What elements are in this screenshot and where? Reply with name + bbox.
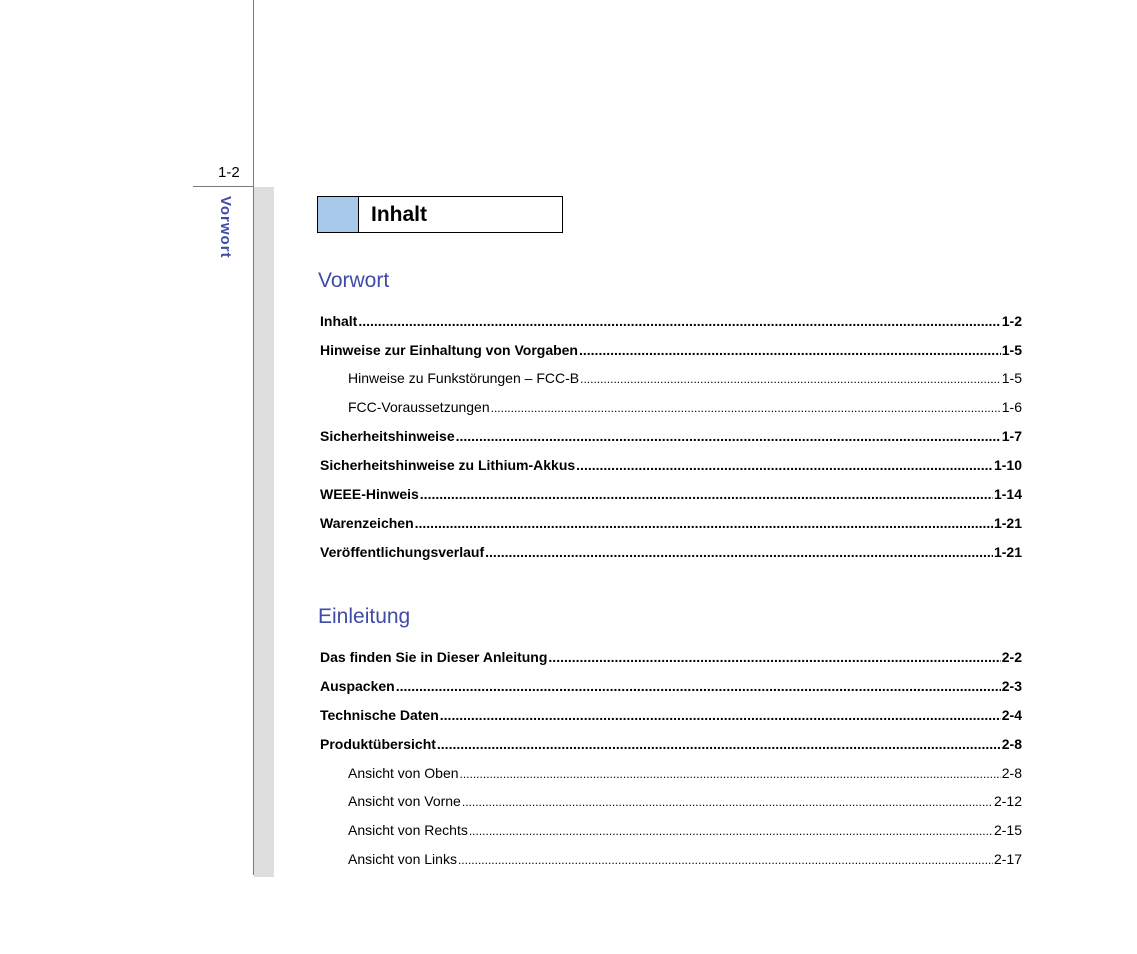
toc-entry-page: 2-3: [1001, 678, 1022, 694]
toc-leader-dots: [579, 341, 1001, 359]
toc-leader-dots: [456, 427, 1001, 445]
toc-leader-dots: [358, 312, 1000, 330]
toc-entry-page: 2-8: [1001, 736, 1022, 752]
toc-entry[interactable]: [320, 514, 1022, 532]
page-number: 1-2: [218, 164, 240, 181]
toc-entry-label: FCC-Voraussetzungen: [348, 399, 490, 415]
toc-entry-page: 1-7: [1001, 428, 1022, 444]
toc-leader-dots: [469, 822, 993, 840]
toc-subentry[interactable]: [348, 821, 1022, 840]
toc-entry-label: Ansicht von Links: [348, 851, 457, 867]
toc-entry[interactable]: [320, 312, 1022, 330]
page-number-rule: [193, 186, 254, 187]
toc-entry[interactable]: [320, 456, 1022, 474]
toc-entry-label: Hinweise zu Funkstörungen – FCC-B: [348, 370, 580, 386]
toc-entry-label: Hinweise zur Einhaltung von Vorgaben: [320, 342, 578, 358]
toc-leader-dots: [440, 706, 1001, 724]
toc-entry[interactable]: [320, 648, 1022, 666]
toc-leader-dots: [458, 851, 993, 869]
toc-leader-dots: [548, 648, 1000, 666]
toc-subentry[interactable]: [348, 398, 1022, 417]
toc-leader-dots: [437, 735, 1001, 753]
toc-entry[interactable]: [320, 485, 1022, 503]
toc-subentry[interactable]: [348, 792, 1022, 811]
toc-entry[interactable]: [320, 341, 1022, 359]
section-heading-vorwort: Vorwort: [318, 269, 390, 292]
toc-entry-page: 1-2: [1001, 313, 1022, 329]
toc-entry-label: Inhalt: [320, 313, 358, 329]
toc-entry[interactable]: [320, 677, 1022, 695]
toc-entry-page: 2-4: [1001, 707, 1022, 723]
toc-leader-dots: [420, 485, 993, 503]
toc-leader-dots: [485, 543, 993, 561]
toc-entry[interactable]: [320, 706, 1022, 724]
toc-entry-page: 1-6: [1001, 399, 1022, 415]
toc-entry-page: 1-5: [1001, 342, 1022, 358]
toc-entry[interactable]: [320, 543, 1022, 561]
toc-entry-label: Warenzeichen: [320, 515, 414, 531]
toc-entry-page: 2-17: [993, 851, 1022, 867]
toc-entry-page: 2-8: [1001, 765, 1022, 781]
toc-leader-dots: [462, 793, 993, 811]
toc-subentry[interactable]: [348, 369, 1022, 388]
toc-entry-page: 1-10: [993, 457, 1022, 473]
toc-entry-label: Sicherheitshinweise: [320, 428, 455, 444]
toc-subentry[interactable]: [348, 764, 1022, 783]
toc-entry-page: 1-14: [993, 486, 1022, 502]
toc-entry-label: Das finden Sie in Dieser Anleitung: [320, 649, 548, 665]
toc-entry-label: Auspacken: [320, 678, 395, 694]
page-title: Inhalt: [371, 203, 427, 226]
toc-entry-label: Ansicht von Oben: [348, 765, 459, 781]
toc-entry-label: Produktübersicht: [320, 736, 436, 752]
toc-entry-label: WEEE-Hinweis: [320, 486, 419, 502]
title-color-swatch: [318, 197, 359, 232]
toc-entry-page: 1-21: [993, 544, 1022, 560]
toc-entry-page: 2-15: [993, 822, 1022, 838]
side-bar: [254, 187, 274, 877]
toc-entry-label: Technische Daten: [320, 707, 439, 723]
toc-leader-dots: [460, 765, 1001, 783]
toc-entry-label: Ansicht von Rechts: [348, 822, 468, 838]
toc-entry-page: 1-21: [993, 515, 1022, 531]
toc-leader-dots: [396, 677, 1001, 695]
toc-entry-page: 2-12: [993, 793, 1022, 809]
toc-entry-label: Ansicht von Vorne: [348, 793, 461, 809]
section-heading-einleitung: Einleitung: [318, 605, 411, 628]
side-section-label: Vorwort: [217, 196, 234, 259]
page-title-box: [317, 196, 563, 233]
toc-entry[interactable]: [320, 427, 1022, 445]
toc-entry-label: Sicherheitshinweise zu Lithium-Akkus: [320, 457, 576, 473]
toc-leader-dots: [415, 514, 993, 532]
toc-entry[interactable]: [320, 735, 1022, 753]
toc-leader-dots: [580, 370, 1001, 388]
toc-entry-page: 2-2: [1001, 649, 1022, 665]
toc-leader-dots: [576, 456, 993, 474]
toc-subentry[interactable]: [348, 850, 1022, 869]
toc-entry-label: Veröffentlichungsverlauf: [320, 544, 485, 560]
toc-entry-page: 1-5: [1001, 370, 1022, 386]
toc-leader-dots: [491, 399, 1001, 417]
